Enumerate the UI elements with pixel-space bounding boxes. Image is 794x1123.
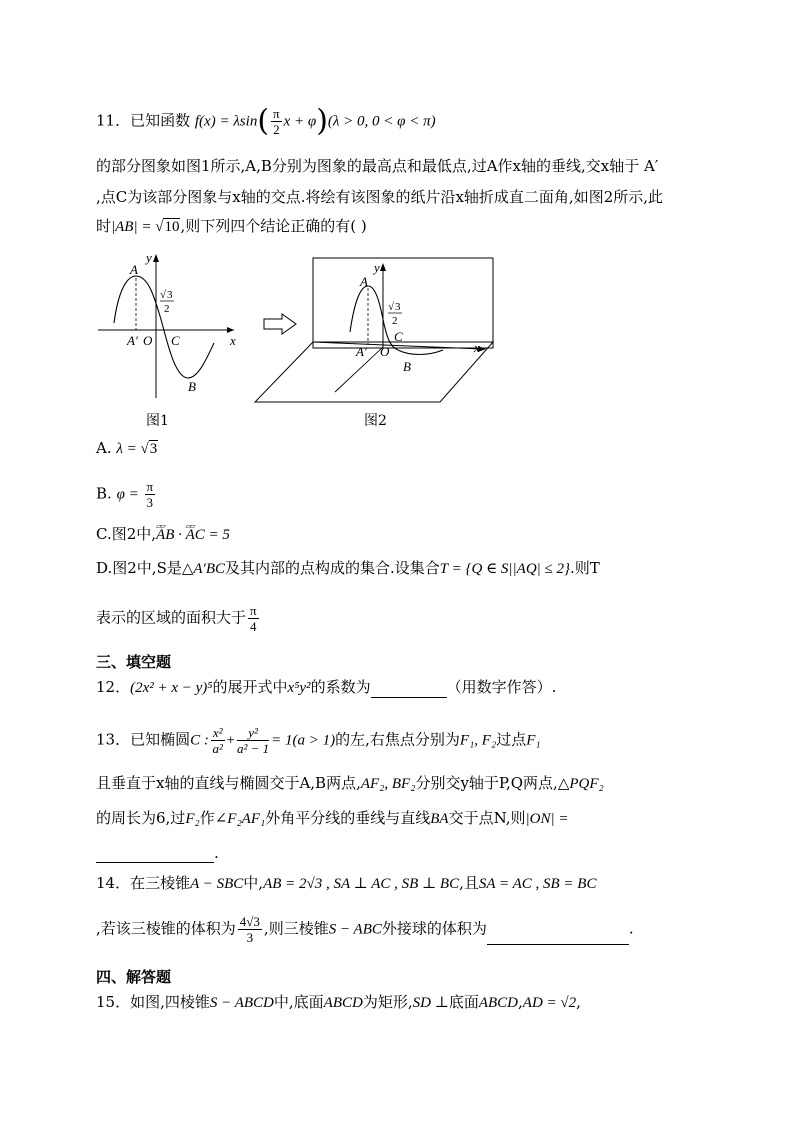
q11-line3: ,点C为该部分图象与x轴的交点.将绘有该图象的纸片沿x轴折成直二面角,如图2所示,此 [96, 188, 664, 206]
fig2-vertical-plane [313, 258, 493, 348]
fig2-label-Ap: A′ [356, 344, 367, 359]
q11-line4: 时|AB| = √10,则下列四个结论正确的有( ) [96, 217, 367, 235]
fig2-lower-curve [398, 350, 443, 355]
option-d-line2: 表示的区域的面积大于 $\frac{\pi}{4}$ [96, 603, 257, 634]
q13-line1: 13．已知椭圆C : $\frac{\text{x²}}{\text{a²}}$ + $\frac{\text{y²}}{\text{a² − 1}}$ = 1(a > 1)的左,右焦点分别为F₁, F₂过点F₁ [96, 725, 541, 756]
option-c: C.图2中,▱▱ AB · ▱▱ AC = 5 [96, 524, 230, 545]
fig2-sqrt3: 3 [395, 301, 401, 313]
option-a: A. λ = √3 [96, 439, 158, 457]
fig1-label-x: x [230, 333, 236, 348]
fig1-label-B: B [188, 379, 196, 394]
fig1-label-C: C [171, 333, 180, 348]
fig2-label-C: C [394, 329, 403, 344]
fig2-caption: 图2 [364, 413, 387, 429]
q14-answer-blank[interactable] [487, 944, 629, 945]
q11-lead: 11．已知函数 [96, 111, 191, 130]
q13-line3: 的周长为6,过F₂作∠F₂AF₁外角平分线的垂线与直线BA交于点N,则|ON| = [96, 809, 569, 827]
q13-answer-line: . [96, 843, 219, 863]
section-4-title: 四、解答题 [96, 968, 172, 986]
q11-line1 [96, 103, 436, 139]
fig1-sqrt3: 3 [167, 289, 173, 301]
section-3-title: 三、填空题 [96, 653, 172, 671]
fig1-sqrt-sign: √ [160, 289, 167, 301]
fig2-label-x: x [474, 340, 480, 355]
q11-line2: 的部分图象如图1所示,A,B分别为图象的最高点和最低点,过A作x轴的垂线,交x轴于 A′ [96, 157, 659, 175]
fig2-label-O: O [380, 344, 390, 359]
fig1-label-O: O [143, 333, 153, 348]
q14-line1: 14．在三棱锥A − SBC中,AB = 2√3 , SA ⊥ AC , SB ⊥ BC,且SA = AC , SB = BC [96, 874, 597, 892]
figure-1 [96, 248, 246, 408]
q11-frac: $\frac{\pi}{2}$ [273, 106, 280, 137]
fig2-label-B: B [403, 359, 411, 374]
fig1-caption: 图1 [146, 413, 169, 429]
q11-func-lhs: f(x) = λsin [194, 113, 258, 130]
vector-ab: ▱▱ AB [156, 525, 174, 545]
fig2-upper-curve [350, 286, 398, 350]
q11-abs: |AB| = [111, 219, 156, 235]
q12-answer-blank[interactable] [371, 697, 447, 698]
option-b: B. φ = $\frac{\pi}{3}$ [96, 479, 154, 510]
option-d-line1: D.图2中,S是△A′BC及其内部的点构成的集合.设集合T = {Q ∈ S||AQ| ≤ 2}.则T [96, 559, 600, 577]
fig1-label-Ap: A′ [127, 333, 138, 348]
fig1-two: 2 [164, 303, 170, 315]
fig2-horizontal-plane [255, 342, 493, 402]
q11-condition: (λ > 0, 0 < φ < π) [327, 113, 436, 130]
fig2-label-A: A [360, 274, 368, 289]
paren-close: ) [316, 103, 328, 139]
fig1-label-A: A [130, 262, 138, 277]
fig1-y-arrow [153, 254, 159, 262]
vector-ac: ▱▱ AC [186, 525, 205, 545]
figure-2 [250, 252, 500, 407]
fig2-label-y: y [374, 260, 380, 275]
fig1-label-y: y [146, 250, 152, 265]
paren-open: ( [257, 103, 270, 139]
q15-line1: 15．如图,四棱锥S − ABCD中,底面ABCD为矩形,SD ⊥底面ABCD,AD = √2, [96, 993, 581, 1011]
svg-text:√: √ [388, 301, 395, 313]
q13-answer-blank[interactable] [96, 862, 214, 863]
q14-line2: ,若该三棱锥的体积为 $\frac{4√3}{3}$ ,则三棱锥S − ABC外接球的体积为 . [96, 914, 634, 945]
q13-line2: 且垂直于x轴的直线与椭圆交于A,B两点,AF₂, BF₂分别交y轴于P,Q两点,△PQF₂ [96, 774, 604, 792]
q11-inner: x + φ [283, 113, 317, 130]
fig2-two: 2 [392, 315, 398, 327]
q11-sqrt10: 10 [164, 219, 180, 235]
q12: 12．(2x² + x − y)⁵的展开式中x⁵y²的系数为 （用数字作答）. [96, 678, 557, 696]
